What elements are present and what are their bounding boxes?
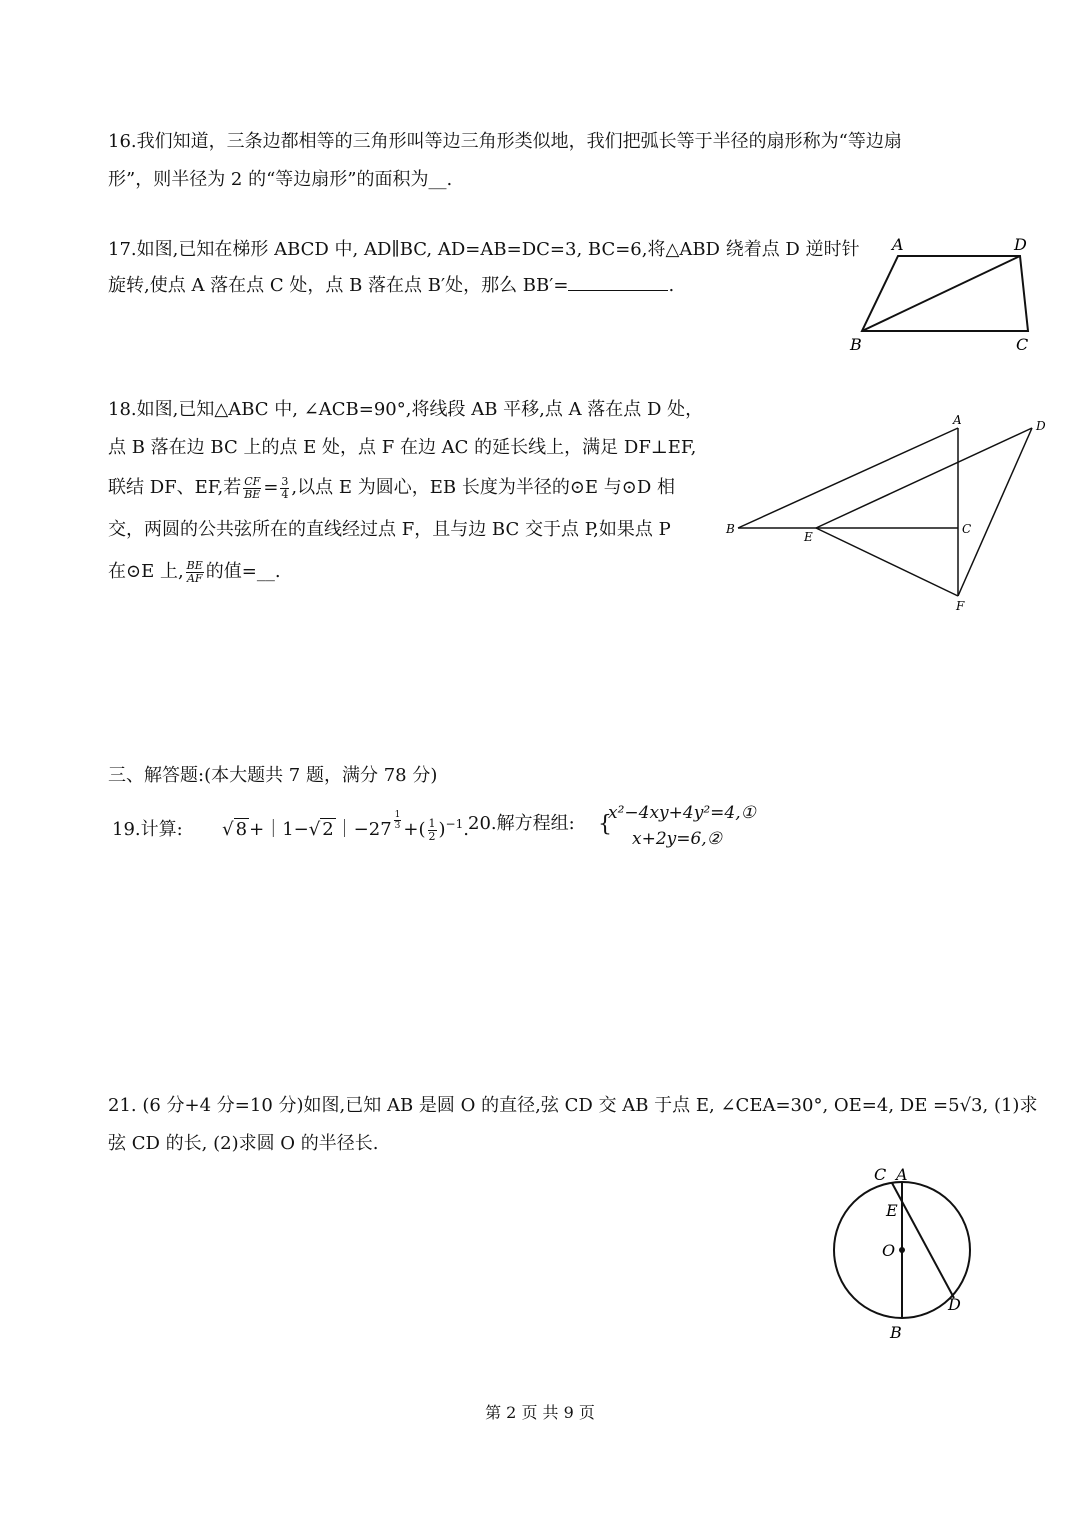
sqrt-sign: √	[308, 819, 321, 840]
q19-label: 19.计算:	[112, 819, 183, 840]
q16-line2: 形”，则半径为 2 的“等边扇形”的面积为__.	[108, 169, 453, 190]
fraction-be-af	[186, 560, 204, 585]
q20-equation-1: x²−4xy+4y²=4,①	[608, 803, 756, 823]
label-a: A	[953, 413, 962, 427]
q18-line5-end: 的值=__.	[205, 561, 281, 582]
page-number: 第 2 页 共 9 页	[485, 1403, 595, 1422]
q19-expression	[112, 806, 469, 848]
abs-close: ｜−27	[335, 819, 392, 840]
label-e: E	[804, 530, 813, 544]
frac-num: 1	[428, 816, 436, 830]
sqrt-sign: √	[222, 819, 234, 840]
q18-line5-start: 在⊙E 上,	[108, 561, 184, 582]
paren-close: )	[438, 819, 446, 840]
label-a: A	[892, 235, 904, 254]
q17-line1: 17.如图,已知在梯形 ABCD 中, AD∥BC, AD=AB=DC=3, BC=6,将△ABD 绕着点 D 逆时针	[108, 239, 860, 260]
q20-equation-2: x+2y=6,②	[632, 829, 722, 849]
paren-open: +(	[403, 819, 426, 840]
q21-circle-figure	[820, 1160, 990, 1354]
label-d: D	[948, 1295, 961, 1314]
q18-line1: 18.如图,已知△ABC 中, ∠ACB=90°,将线段 AB 平移,点 A 落在点 D 处，	[108, 399, 704, 420]
sqrt-radicand: 2	[322, 819, 334, 840]
system-brace: {	[598, 812, 612, 837]
frac-den: 3	[394, 821, 401, 831]
abs-open: +｜1−	[249, 819, 309, 840]
q18-line4: 交，两圆的公共弦所在的直线经过点 F，且与边 BC 交于点 P,如果点 P	[108, 519, 671, 540]
label-c: C	[874, 1165, 887, 1184]
label-c: C	[962, 522, 972, 536]
frac-den: BE	[244, 487, 261, 501]
label-b: B	[890, 1323, 902, 1342]
sqrt-radicand: 8	[235, 819, 248, 840]
label-d: D	[1036, 419, 1046, 433]
q21-line1: 21. (6 分+4 分=10 分)如图,已知 AB 是圆 O 的直径,弦 CD 交 AB 于点 E, ∠CEA=30°, OE=4, DE =5√3, (1)求	[108, 1095, 1038, 1116]
q18-line5	[108, 554, 281, 590]
segment-df	[958, 428, 1032, 596]
q18-line3	[108, 470, 675, 506]
q20-label: 20.解方程组:	[468, 813, 575, 834]
q17-answer-blank	[568, 270, 668, 291]
center-point	[899, 1247, 905, 1253]
q16-line1: 16.我们知道，三条边都相等的三角形叫等边三角形类似地，我们把弧长等于半径的扇形称为“等边扇	[108, 131, 902, 152]
fraction-cf-be	[243, 476, 261, 501]
equals-sign: =	[263, 477, 279, 498]
frac-den: AF	[186, 571, 203, 585]
exponent: −1	[445, 817, 464, 831]
section3-heading: 三、解答题:(本大题共 7 题，满分 78 分)	[108, 765, 438, 786]
diagonal-bd	[862, 256, 1020, 331]
q17-line2-text: 旋转,使点 A 落在点 C 处，点 B 落在点 B′处，那么 BB′=	[108, 275, 569, 296]
q18-triangle-figure	[720, 410, 1060, 624]
label-d: D	[1014, 235, 1027, 254]
q17-line2-end: .	[668, 275, 675, 296]
label-b: B	[726, 522, 735, 536]
q18-line3-end: ,以点 E 为圆心，EB 长度为半径的⊙E 与⊙D 相	[291, 477, 675, 498]
q18-line3-start: 联结 DF、EF,若	[108, 477, 242, 498]
label-c: C	[1016, 335, 1029, 354]
label-f: F	[956, 599, 965, 613]
q17-line2	[108, 268, 674, 304]
frac-den: 2	[428, 829, 436, 843]
q17-trapezoid-figure	[840, 228, 1040, 362]
q18-line2: 点 B 落在边 BC 上的点 E 处，点 F 在边 AC 的延长线上，满足 DF⊥EF,	[108, 437, 697, 458]
q19-period: .	[463, 819, 469, 840]
fraction-3-4	[280, 476, 289, 501]
label-o: O	[882, 1241, 896, 1260]
frac-num: 3	[281, 474, 289, 488]
label-e: E	[886, 1201, 898, 1220]
label-b: B	[850, 335, 862, 354]
q21-line2: 弦 CD 的长, (2)求圆 O 的半径长.	[108, 1133, 379, 1154]
frac-num: CF	[244, 474, 261, 488]
frac-num: BE	[186, 558, 203, 572]
exponent-fraction	[394, 810, 402, 831]
label-a: A	[896, 1165, 908, 1184]
frac-den: 4	[281, 487, 289, 501]
frac-num: 1	[394, 810, 401, 820]
segment-ef	[816, 528, 958, 596]
half-fraction	[428, 818, 437, 843]
